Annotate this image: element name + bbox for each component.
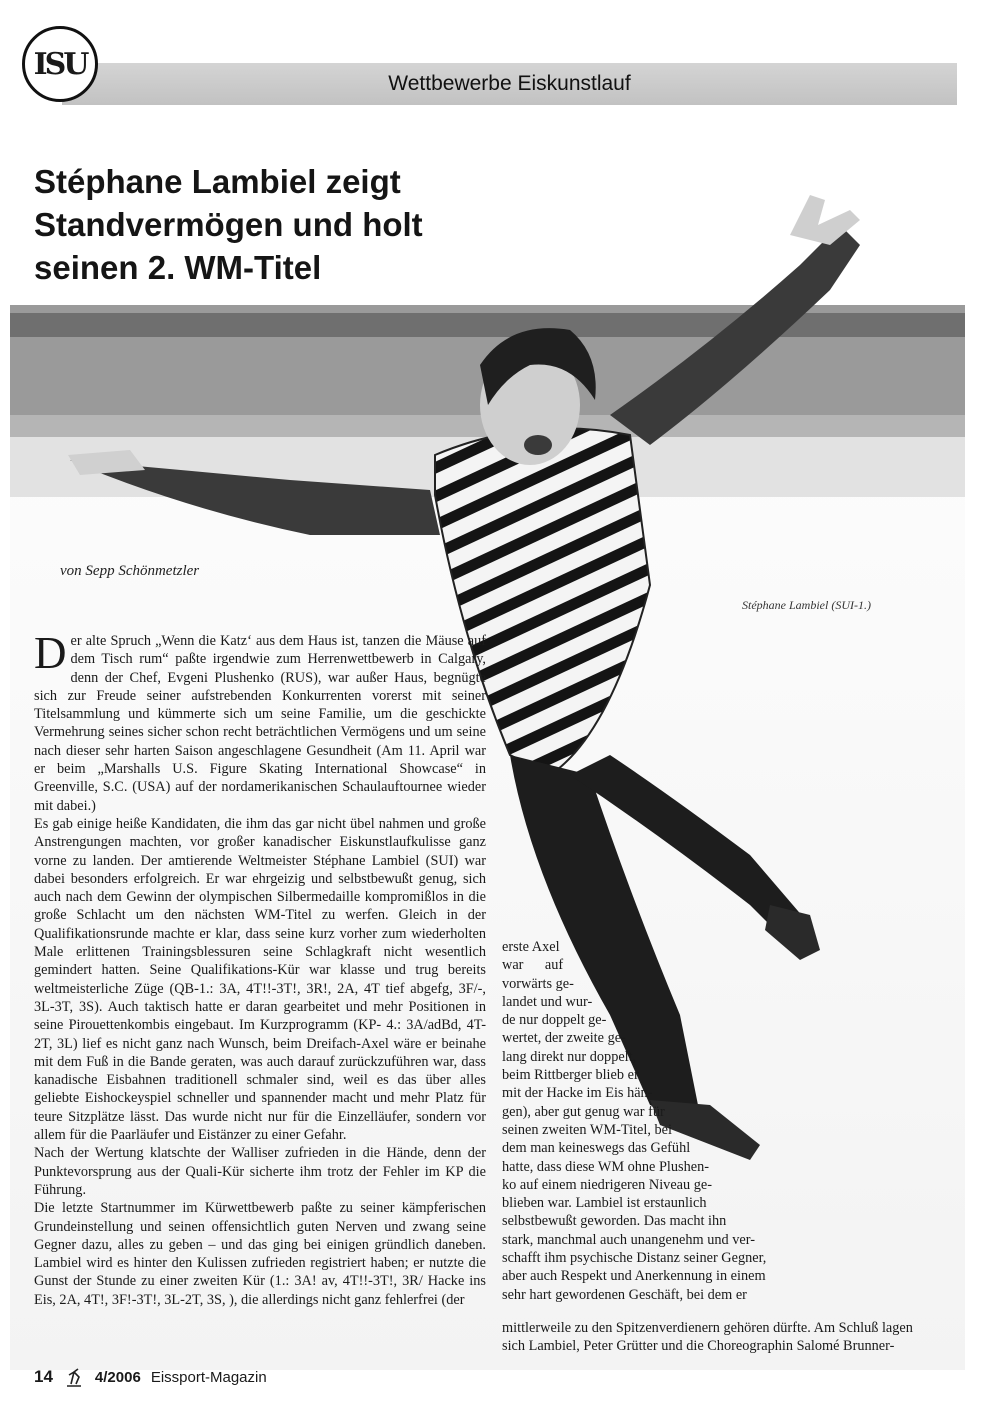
text-line: vorwärts ge- <box>502 975 574 992</box>
text-line: blieben war. Lambiel ist erstaunlich <box>502 1195 707 1212</box>
paragraph <box>34 628 486 815</box>
skater-emblem-icon <box>63 1366 85 1388</box>
page-footer <box>34 1366 267 1388</box>
paragraph: Es gab einige heiße Kandidaten, die ihm das gar nicht übel nahmen und große Anstrengungen machten, vor großer kanadischer Eiskunstlaufkulisse ganz vorne zu landen. Der amtierende Weltmeister Stéphane Lambiel (SUI) war dabei besonders erfolgreich. Er war ehrgeizig und selbstbewußt genug, sich auch nach dem Gewinn der olympischen Silbermedaille kompromißlos in die große Schlacht um den nächsten WM-Titel zu werfen. Gleich in der Qualifikationsrunde machte er klar, dass seine kurz vorher zum wiederholten Male erlittenen Trainingsblessuren seine Schlagkraft nicht wesentlich gemindert hatten. Seine Qualifikations-Kür war klasse und trug bereits weltmeisterliche Züge (QB-1.: 3A, 4T!!-3T!, 3R!, 2A, 4T tief abgefg, 3F/-, 3L-3T, 3S). Auch taktisch hatte er daran gearbeitet und mehr Positionen in seine Pirouettenkombis eingebaut. Im Kurzprogramm (KP- 4.: 3A/adBd, 4T-2T, 3L) lief es nicht ganz nach Wunsch, beim Dreifach-Axel wäre er beinahe mit dem Fuß in die Bande geraten, was auch darauf zurückzuführen war, dass kanadische Eisbahnen traditionell schmaler sind, weil es das über alles geliebte Eishockeyspiel schneller und spannender macht und mehr Platz für teure Sitzplätze lässt. Das wurde nicht nur für die Einzelläufer, sondern vor allem für die Paarläufer und Eistänzer zu einer Gefahr. <box>34 815 486 1144</box>
text-line: ko auf einem niedrigeren Niveau ge- <box>502 1176 712 1193</box>
text-line: selbstbewußt geworden. Das macht ihn <box>502 1213 727 1230</box>
article-tail <box>502 1319 962 1356</box>
isu-logo <box>22 26 98 102</box>
article-headline: Stéphane Lambiel zeigt Standvermögen und holt seinen 2. WM-Titel <box>34 163 423 286</box>
article-side-column <box>502 938 767 1304</box>
text-line: seinen zweiten WM-Titel, bei <box>502 1121 672 1138</box>
text-line: aber auch Respekt und Anerkennung in einem <box>502 1268 766 1285</box>
text-line: dem man keineswegs das Gefühl <box>502 1140 691 1157</box>
text-line: erste Axel <box>502 939 560 955</box>
issue-number: 4/2006 <box>94 1368 141 1386</box>
magazine-name: Eissport-Magazin <box>150 1368 267 1386</box>
paragraph-text: er alte Spruch „Wenn die Katz‘ aus dem Haus ist, tanzen die Mäuse auf dem Tisch rum“ paßte irgendwie zum Herrenwettbewerb in Calgary, denn der Chef, Evgeni Plushenko (RUS), war außer Haus, begnügte sich zur Freude seiner aufstrebenden Konkurrenten vorerst mit seiner Titelsammlung und kümmerte sich um seine Familie, um die geschickte Vermehrung seines sicher schon recht beträchtlichen Vermögens und um seine nach dieser sehr harten Saison angeschlagene Gesundheit (Am 11. April war er beim „Marshalls U.S. Figure Skating International Showcase“ in Greenville, S.C. (USA) auf der nordamerikanischen Schaulauftournee wieder mit dabei.) <box>34 633 486 814</box>
drop-cap: D <box>34 628 67 678</box>
text-line: war auf <box>502 957 564 974</box>
text-line: beim Rittberger blieb er <box>502 1067 639 1084</box>
text-line: mit der Hacke im Eis hän- <box>502 1085 653 1102</box>
section-title: Wettbewerbe Eiskunstlauf <box>388 72 631 95</box>
text-line: sich Lambiel, Peter Grütter und die Choreographin Salomé Brunner- <box>502 1338 895 1355</box>
text-line: hatte, dass diese WM ohne Plushen- <box>502 1158 710 1175</box>
text-line: wertet, der zweite ge- <box>502 1030 626 1047</box>
text-line: stark, manchmal auch unangenehm und ver- <box>502 1231 755 1248</box>
text-line: de nur doppelt ge- <box>502 1012 607 1029</box>
text-line: landet und wur- <box>502 993 593 1010</box>
author-byline: von Sepp Schönmetzler <box>60 563 200 579</box>
paragraph: Nach der Wertung klatschte der Walliser zufrieden in die Hände, denn der Punktevorsprung aus der Quali-Kür sicherte ihm trotz der Fehler im KP die Führung. <box>34 1145 486 1198</box>
text-line: schafft ihm psychische Distanz seiner Gegner, <box>502 1250 767 1267</box>
text-line: sehr hart gewordenen Geschäft, bei dem er <box>502 1286 747 1303</box>
text-line: gen), aber gut genug war für <box>502 1103 665 1120</box>
isu-logo-text: ISU <box>33 46 87 82</box>
text-line: lang direkt nur doppelt, <box>502 1048 637 1065</box>
photo-caption: Stéphane Lambiel (SUI-1.) <box>742 598 871 612</box>
text-line: mittlerweile zu den Spitzenverdienern gehören dürfte. Am Schluß lagen <box>502 1320 913 1336</box>
section-header-bar <box>62 63 957 105</box>
page-number: 14 <box>34 1367 53 1386</box>
paragraph: Die letzte Startnummer im Kürwettbewerb paßte zu seiner kämpferischen Grundeinstellung und seinen offensichtlich guten Nerven und zwang seine Gegner dazu, alles zu geben – und das ging bei einigen gründlich daneben. Lambiel wird es hinter den Kulissen zufrieden registriert haben; er nutzte die Gunst der Stunde zu einer zweiten Kür (1.: 3A! av, 4T!!-3T!, 3R/ Hacke ins Eis, 2A, 4T!, 3F!-3T!, 3L-2T, 3S, ), die allerdings nicht ganz fehlerfrei (der <box>34 1200 486 1308</box>
article-body <box>34 628 486 1309</box>
